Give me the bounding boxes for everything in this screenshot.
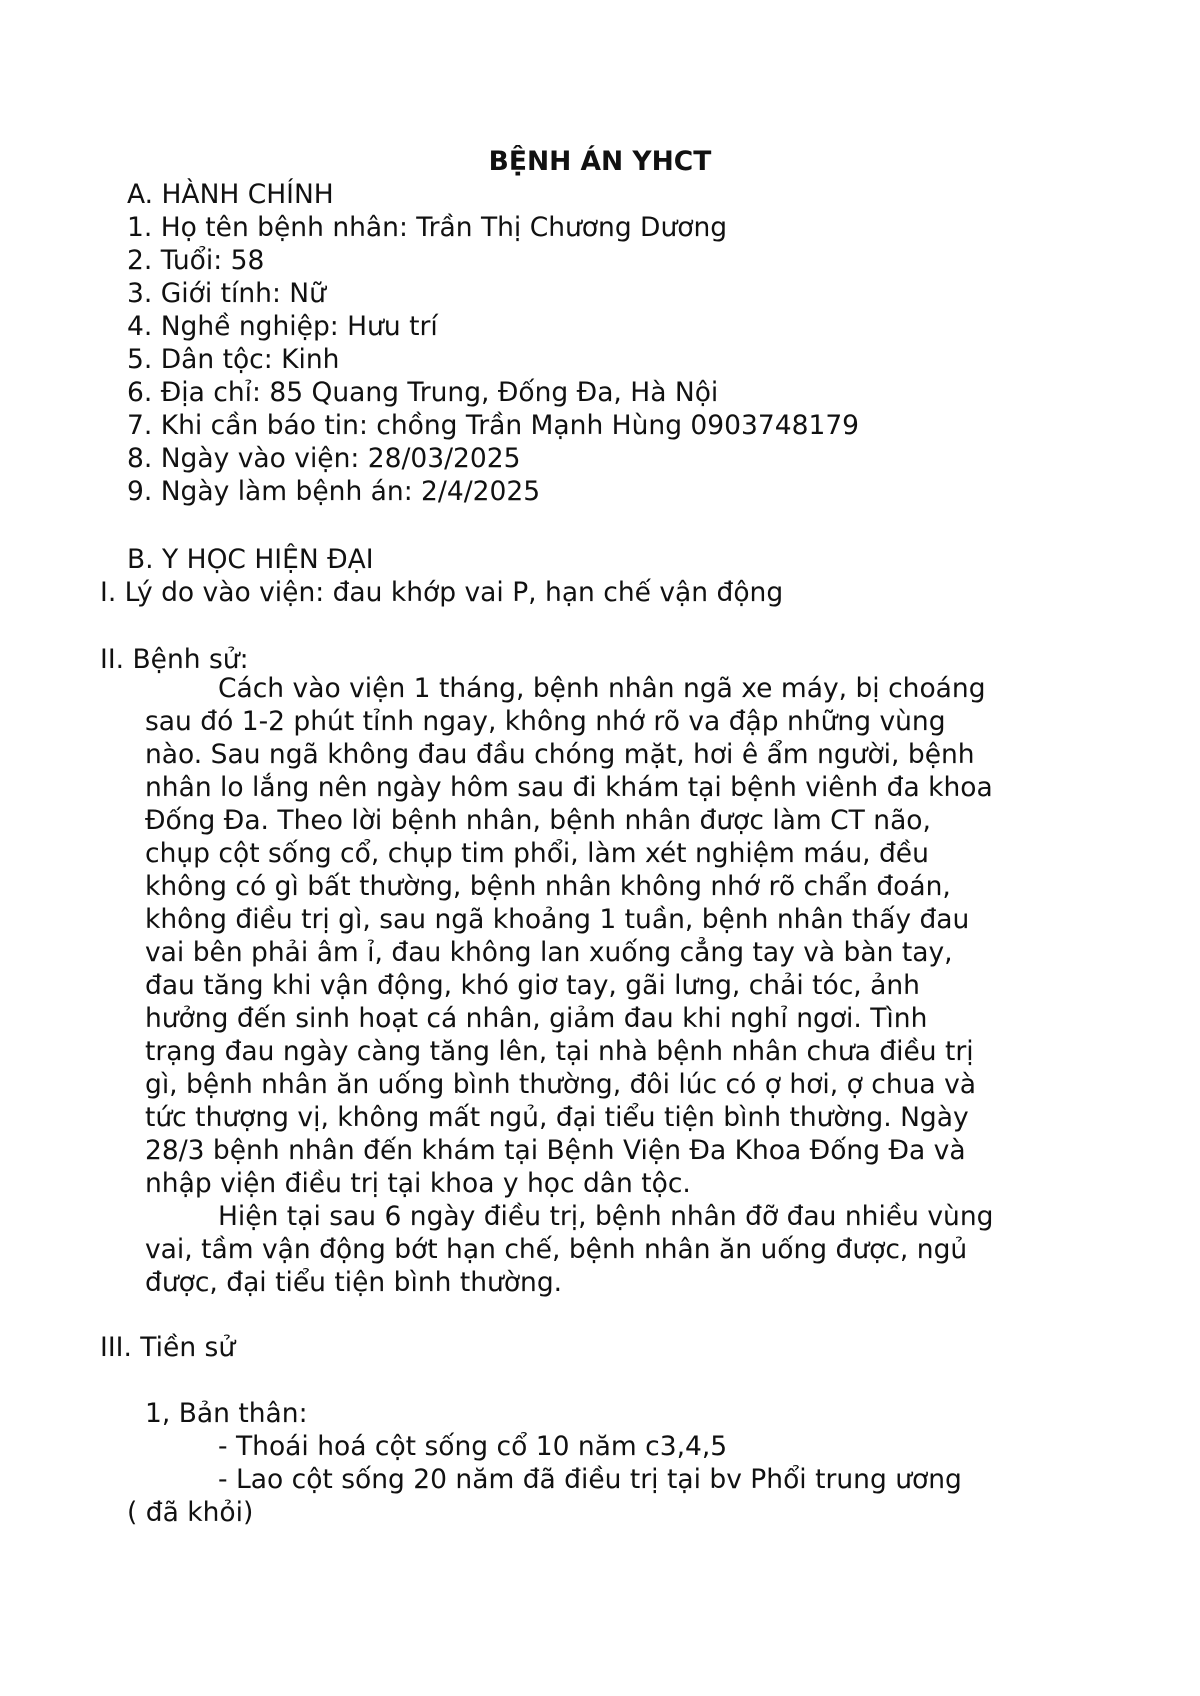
history-line: vai bên phải âm ỉ, đau không lan xuống cẳng tay và bàn tay,	[145, 937, 953, 968]
history-line: chụp cột sống cổ, chụp tim phổi, làm xét nghiệm máu, đều	[145, 838, 929, 869]
admin-item: 8. Ngày vào viện: 28/03/2025	[127, 443, 521, 474]
admin-item: 9. Ngày làm bệnh án: 2/4/2025	[127, 476, 541, 507]
past-history-heading: III. Tiền sử	[100, 1332, 236, 1363]
admin-item: 7. Khi cần báo tin: chồng Trần Mạnh Hùng 0903748179	[127, 410, 860, 441]
history-paragraph	[145, 672, 1060, 1299]
admin-item: 4. Nghề nghiệp: Hưu trí	[127, 311, 438, 342]
history-line: 28/3 bệnh nhân đến khám tại Bệnh Viện Đa Khoa Đống Đa và	[145, 1135, 966, 1166]
self-history-item: - Lao cột sống 20 năm đã điều trị tại bv Phổi trung ương	[218, 1464, 962, 1495]
self-history-list	[218, 1430, 962, 1496]
history-line: không điều trị gì, sau ngã khoảng 1 tuần, bệnh nhân thấy đau	[145, 904, 970, 935]
history-line: vai, tầm vận động bớt hạn chế, bệnh nhân ăn uống được, ngủ	[145, 1234, 968, 1265]
admin-item: 2. Tuổi: 58	[127, 245, 265, 276]
section-b-heading: B. Y HỌC HIỆN ĐẠI	[127, 544, 374, 575]
history-line: được, đại tiểu tiện bình thường.	[145, 1267, 563, 1298]
history-line: không có gì bất thường, bệnh nhân không nhớ rõ chẩn đoán,	[145, 871, 951, 902]
admission-reason: I. Lý do vào viện: đau khớp vai P, hạn chế vận động	[100, 577, 784, 608]
history-line: nhập viện điều trị tại khoa y học dân tộc.	[145, 1168, 691, 1199]
admin-item: 5. Dân tộc: Kinh	[127, 344, 340, 375]
history-line: nào. Sau ngã không đau đầu chóng mặt, hơi ê ẩm người, bệnh	[145, 739, 975, 770]
admin-item: 6. Địa chỉ: 85 Quang Trung, Đống Đa, Hà Nội	[127, 377, 719, 408]
admin-item: 1. Họ tên bệnh nhân: Trần Thị Chương Dương	[127, 212, 728, 243]
history-line: hưởng đến sinh hoạt cá nhân, giảm đau khi nghỉ ngơi. Tình	[145, 1003, 928, 1034]
history-line: sau đó 1-2 phút tỉnh ngay, không nhớ rõ va đập những vùng	[145, 706, 946, 737]
history-line: Hiện tại sau 6 ngày điều trị, bệnh nhân đỡ đau nhiều vùng	[218, 1201, 994, 1232]
section-a	[127, 178, 859, 508]
history-line: Đống Đa. Theo lời bệnh nhân, bệnh nhân được làm CT não,	[145, 805, 931, 836]
history-line: nhân lo lắng nên ngày hôm sau đi khám tại bệnh viênh đa khoa	[145, 772, 993, 803]
history-line: trạng đau ngày càng tăng lên, tại nhà bệnh nhân chưa điều trị	[145, 1036, 974, 1067]
self-history-tail: ( đã khỏi)	[127, 1497, 254, 1528]
history-line: tức thượng vị, không mất ngủ, đại tiểu tiện bình thường. Ngày	[145, 1102, 969, 1133]
self-history-heading: 1, Bản thân:	[145, 1398, 308, 1429]
history-line: đau tăng khi vận động, khó giơ tay, gãi lưng, chải tóc, ảnh	[145, 970, 920, 1001]
history-line: Cách vào viện 1 tháng, bệnh nhân ngã xe máy, bị choáng	[218, 673, 986, 704]
history-line: gì, bệnh nhân ăn uống bình thường, đôi lúc có ợ hơi, ợ chua và	[145, 1069, 976, 1100]
document-title: BỆNH ÁN YHCT	[488, 146, 712, 177]
self-history-item: - Thoái hoá cột sống cổ 10 năm c3,4,5	[218, 1431, 728, 1462]
section-a-heading: A. HÀNH CHÍNH	[127, 179, 334, 210]
history-heading: II. Bệnh sử:	[100, 644, 249, 675]
admin-item: 3. Giới tính: Nữ	[127, 278, 326, 309]
